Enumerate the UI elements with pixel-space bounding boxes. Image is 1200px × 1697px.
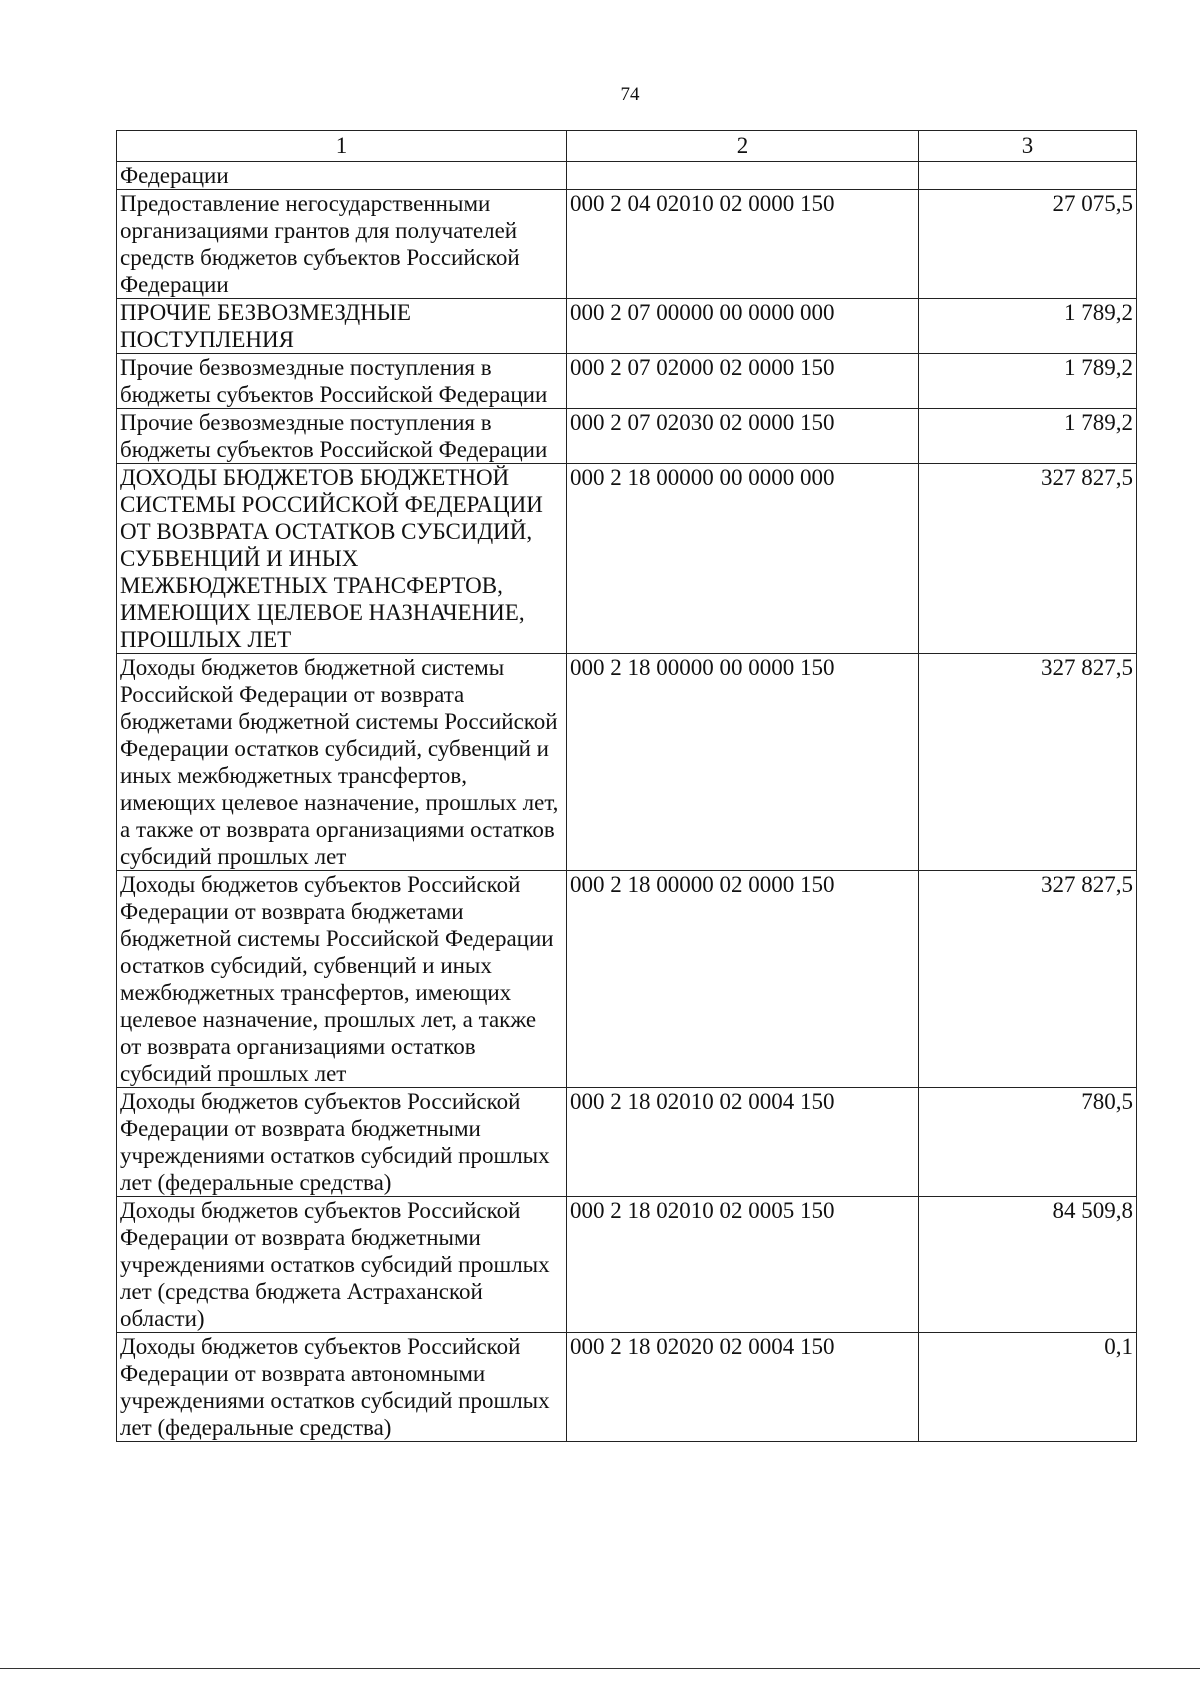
budget-code-cell: 000 2 18 02010 02 0005 150 (567, 1197, 919, 1333)
budget-code-cell: 000 2 07 02030 02 0000 150 (567, 409, 919, 464)
table-row (117, 1333, 1137, 1442)
table-row (117, 1197, 1137, 1333)
revenue-name-cell: Доходы бюджетов субъектов Российской Федерации от возврата бюджетами бюджетной системы Российской Федерации остатков субсидий, субвенций и иных межбюджетных трансфертов, имеющих целевое назначение, прошлых лет, а также от возврата организациями остатков субсидий прошлых лет (117, 871, 567, 1088)
amount-cell: 84 509,8 (919, 1197, 1137, 1333)
budget-code-cell: 000 2 07 00000 00 0000 000 (567, 299, 919, 354)
revenue-name-cell: Доходы бюджетов субъектов Российской Федерации от возврата бюджетными учреждениями остатков субсидий прошлых лет (средства бюджета Астраханской области) (117, 1197, 567, 1333)
revenue-name-cell: Предоставление негосударственными организациями грантов для получателей средств бюджетов субъектов Российской Федерации (117, 190, 567, 299)
budget-code-cell (567, 162, 919, 190)
bottom-rule (0, 1668, 1200, 1669)
amount-cell: 1 789,2 (919, 354, 1137, 409)
revenue-name-cell: Доходы бюджетов бюджетной системы Российской Федерации от возврата бюджетами бюджетной системы Российской Федерации остатков субсидий, субвенций и иных межбюджетных трансфертов, имеющих целевое назначение, прошлых лет, а также от возврата организациями остатков субсидий прошлых лет (117, 654, 567, 871)
amount-cell: 327 827,5 (919, 871, 1137, 1088)
table-row (117, 354, 1137, 409)
table-row (117, 1088, 1137, 1197)
amount-cell: 27 075,5 (919, 190, 1137, 299)
amount-cell: 327 827,5 (919, 654, 1137, 871)
revenue-name-cell: Федерации (117, 162, 567, 190)
amount-cell: 0,1 (919, 1333, 1137, 1442)
amount-cell: 1 789,2 (919, 299, 1137, 354)
column-header-2: 2 (567, 131, 919, 162)
revenue-name-cell: Прочие безвозмездные поступления в бюджеты субъектов Российской Федерации (117, 409, 567, 464)
table-row (117, 299, 1137, 354)
table-row (117, 654, 1137, 871)
amount-cell: 1 789,2 (919, 409, 1137, 464)
amount-cell (919, 162, 1137, 190)
revenue-name-cell: Доходы бюджетов субъектов Российской Федерации от возврата бюджетными учреждениями остатков субсидий прошлых лет (федеральные средства) (117, 1088, 567, 1197)
column-header-1: 1 (117, 131, 567, 162)
table-row (117, 190, 1137, 299)
column-header-3: 3 (919, 131, 1137, 162)
table-row (117, 871, 1137, 1088)
table-header-row (117, 131, 1137, 162)
budget-code-cell: 000 2 18 02010 02 0004 150 (567, 1088, 919, 1197)
page-number: 74 (620, 84, 640, 105)
table-row (117, 162, 1137, 190)
amount-cell: 780,5 (919, 1088, 1137, 1197)
budget-code-cell: 000 2 07 02000 02 0000 150 (567, 354, 919, 409)
budget-code-cell: 000 2 18 00000 00 0000 000 (567, 464, 919, 654)
revenue-name-cell: ПРОЧИЕ БЕЗВОЗМЕЗДНЫЕ ПОСТУПЛЕНИЯ (117, 299, 567, 354)
table-row (117, 409, 1137, 464)
revenue-name-cell: Доходы бюджетов субъектов Российской Федерации от возврата автономными учреждениями остатков субсидий прошлых лет (федеральные средства) (117, 1333, 567, 1442)
table-row (117, 464, 1137, 654)
budget-code-cell: 000 2 18 00000 00 0000 150 (567, 654, 919, 871)
budget-code-cell: 000 2 04 02010 02 0000 150 (567, 190, 919, 299)
budget-code-cell: 000 2 18 00000 02 0000 150 (567, 871, 919, 1088)
budget-code-cell: 000 2 18 02020 02 0004 150 (567, 1333, 919, 1442)
revenue-name-cell: Прочие безвозмездные поступления в бюджеты субъектов Российской Федерации (117, 354, 567, 409)
revenue-name-cell: ДОХОДЫ БЮДЖЕТОВ БЮДЖЕТНОЙ СИСТЕМЫ РОССИЙСКОЙ ФЕДЕРАЦИИ ОТ ВОЗВРАТА ОСТАТКОВ СУБСИДИЙ, СУБВЕНЦИЙ И ИНЫХ МЕЖБЮДЖЕТНЫХ ТРАНСФЕРТОВ, ИМЕЮЩИХ ЦЕЛЕВОЕ НАЗНАЧЕНИЕ, ПРОШЛЫХ ЛЕТ (117, 464, 567, 654)
budget-revenue-table (116, 130, 1137, 1442)
amount-cell: 327 827,5 (919, 464, 1137, 654)
